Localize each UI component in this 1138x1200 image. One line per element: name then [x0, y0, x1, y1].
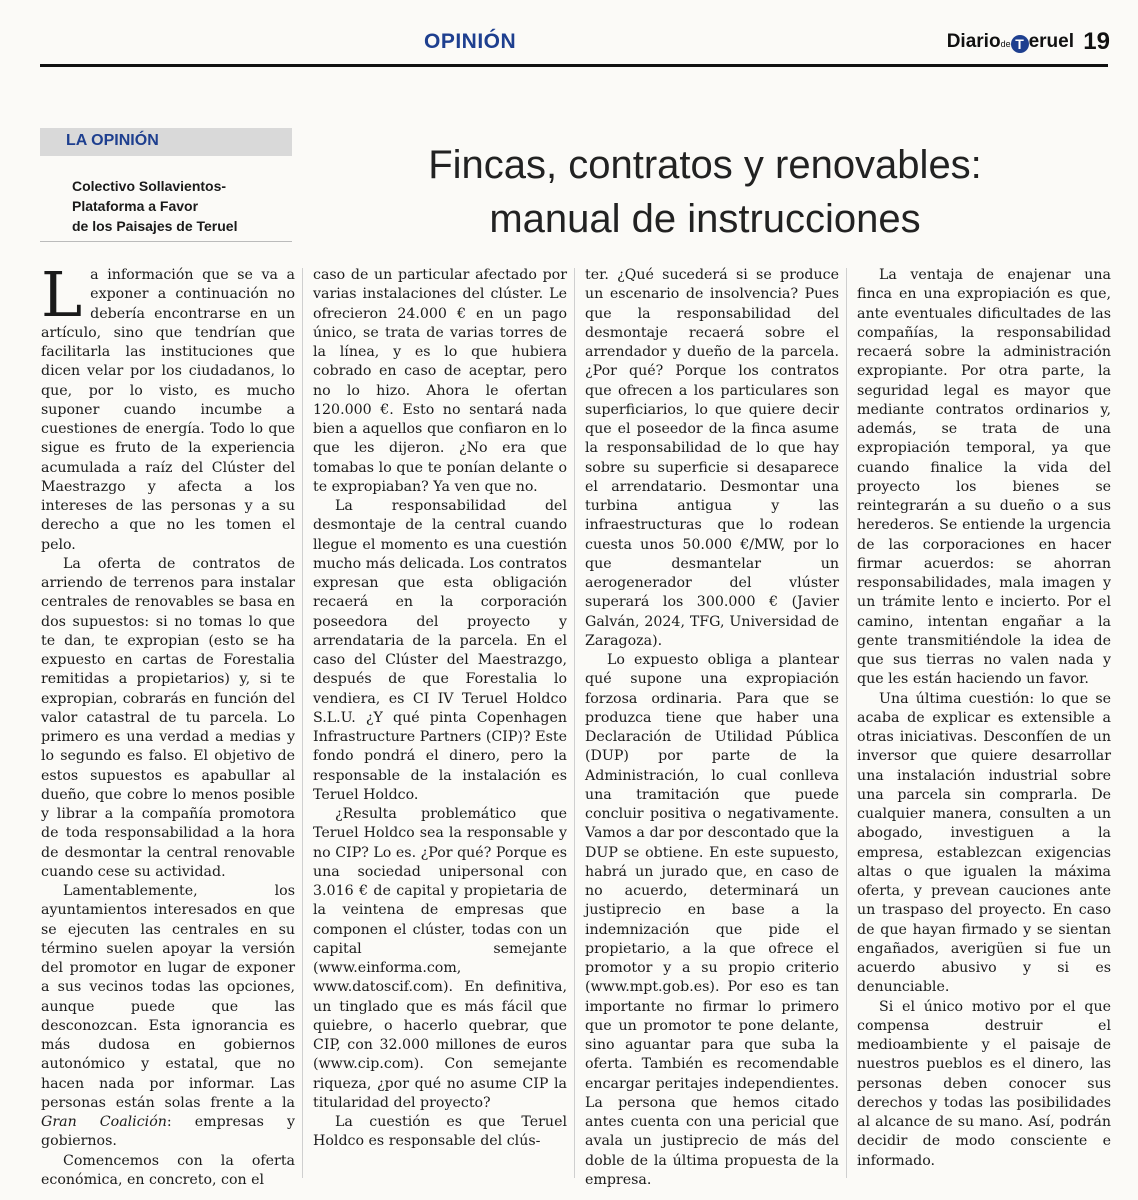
paragraph: ¿Resulta problemático que Teruel Holdco sea la responsable y no CIP? Lo es. ¿Por qué? Porque es una sociedad unipersonal con 3.016 € de capital y propietaria de la veintena de empresas que componen el clúster, todas con un capital semejante (www.einforma.com, www.datoscif.com). En definitiva, un tinglado que es más fácil que quiebre, o hacerlo quebrar, que CIP, con 32.000 millones de euros (www.cip.com). Con semejante riqueza, ¿por qué no asume CIP la titularidad del proyecto?: [313, 806, 567, 1111]
paragraph: Si el único motivo por el que compensa destruir el medioambiente y el paisaje de nuestros pueblos es el dinero, las personas deben conocer sus derechos y todas las posibilidades al alcance de su mano. Así, podrán decidir de modo consciente e informado.: [857, 998, 1111, 1169]
column-divider: [302, 268, 303, 1178]
section-title: OPINIÓN: [424, 30, 517, 53]
kicker-label: LA OPINIÓN: [66, 132, 159, 149]
paragraph: caso de un particular afectado por varias instalaciones del clúster. Le ofrecieron 24.000 € en un pago único, se trata de varias torres de la línea, y es lo que hubiera cobrado en caso de aceptar, pero no lo hizo. Ahora le ofertan 120.000 €. Esto no sentará nada bien a aquellos que confiaron en lo que les dijeron. ¿No era que tomabas lo que te ponían delante o te expropiaban? Ya ven que no.: [313, 267, 567, 495]
paragraph: La responsabilidad del desmontaje de la central cuando llegue el momento es una cuestión mucho más delicada. Los contratos expresan que esta obligación recaerá en la corporación poseedora del proyecto y arrendataria de la parcela. En el caso del Clúster del Maestrazgo, después de que Forestalia lo vendiera, es CI IV Teruel Holdco S.L.U. ¿Y qué pinta Copenhagen Infrastructure Partners (CIP)? Este fondo pondrá el dinero, pero la responsable de la instalación es Teruel Holdco.: [313, 498, 567, 803]
page-header: [40, 28, 1110, 64]
header-rule: [40, 64, 1108, 67]
logo-t-icon: T: [1011, 35, 1029, 53]
byline-rule: [40, 241, 292, 242]
page-number: 19: [1083, 28, 1110, 55]
column-divider: [846, 268, 847, 1178]
paragraph: Lo expuesto obliga a plantear qué supone una expropiación forzosa ordinaria. Para que se produzca tiene que haber una Declaración de Utilidad Pública (DUP) por parte de la Administración, lo cual conlleva una tramitación que puede concluir positiva o negativamente. Vamos a dar por descontado que la DUP se obtiene. En este supuesto, habrá un jurado que, en caso de no acuerdo, determinará un justiprecio en base a la indemnización que pide el propietario, a la que ofrece el promotor y a su propio criterio (www.mpt.gob.es). Por eso es tan importante no firmar lo primero que un promotor te pone delante, sino aguantar para que suba la oferta. También es recomendable encargar peritajes independientes. La persona que hemos citado antes cuenta con una pericial que avala un justiprecio de más del doble de la última propuesta de la empresa.: [585, 652, 839, 1188]
headline: Fincas, contratos y renovables: manual de instrucciones: [428, 143, 982, 241]
paragraph: La ventaja de enajenar una finca en una expropiación es que, ante eventuales dificultades de las compañías, la responsabilidad recaerá sobre la administración expropiante. Por otra parte, la seguridad legal es mayor que mediante contratos ordinarios y, además, se trata de una expropiación temporal, ya que cuando finalice la vida del proyecto los bienes se reintegrarán a su dueño o a sus herederos. Se entiende la urgencia de las corporaciones en hacer firmar acuerdos: se ahorran responsabilidades, mala imagen y un trámite lento e incierto. Por el camino, intentan engañar a la gente transmitiéndole la idea de que sus tierras no valen nada y que les están haciendo un favor.: [857, 267, 1111, 688]
paragraph: Una última cuestión: lo que se acaba de explicar es extensible a otras iniciativas. Desconfíen de un inversor que quiere desarrollar una instalación industrial sobre una parcela sin comprarla. De cualquier manera, consulten a un abogado, investiguen a la empresa, establezcan exigencias altas o que igualen la máxima oferta, y prevean cauciones ante un traspaso del proyecto. En caso de que hayan firmado y se sientan engañados, averigüen si fue un acuerdo abusivo y si es denunciable.: [857, 690, 1111, 996]
paragraph: La cuestión es que Teruel Holdco es responsable del clús-: [313, 1114, 567, 1150]
paragraph: La información que se va a exponer a continuación no debería encontrarse en un artículo, sino que tendrían que facilitarla las instituciones que dicen velar por los ciudadanos, lo que, por lo visto, es mucho suponer cuando incumbe a cuestiones de energía. Todo lo que sigue es fruto de la experiencia acumulada a raíz del Clúster del Maestrazgo y afecta a los intereses de las personas y a su derecho a que no les tomen el pelo.: [41, 258, 295, 553]
kicker-box: [40, 128, 292, 156]
paragraph: Lamentablemente, los ayuntamientos interesados en que se ejecuten las centrales en su término suelen apoyar la versión del promotor en lugar de exponer a sus vecinos todas las opciones, aunque puede que las desconozcan. Esta ignorancia es más dudosa en gobiernos autonómico y estatal, que no hacen nada por informar. Las personas están solas frente a la Gran Coalición: empresas y gobiernos.: [41, 883, 295, 1150]
article-column-4: [857, 266, 1111, 1171]
logo-de: de: [1000, 39, 1011, 49]
drop-cap: L: [41, 258, 83, 331]
paragraph: ter. ¿Qué sucederá si se produce un escenario de insolvencia? Pues que la responsabilidad del desmontaje recaerá sobre el arrendador y dueño de la parcela. ¿Por qué? Porque los contratos que ofrecen a los particulares son superficiarios, lo que quiere decir que el poseedor de la finca asume la responsabilidad de lo que hay sobre su superficie si desaparece el arrendatario. Desmontar una turbina antigua y las infraestructuras que lo rodean cuesta unos 50.000 €/MW, por lo que desmantelar un aerogenerador del vlúster superará los 300.000 € (Javier Galván, 2024, TFG, Universidad de Zaragoza).: [585, 267, 839, 649]
column-divider: [574, 268, 575, 1178]
article-column-2: [313, 266, 567, 1152]
italic-term: Gran Coalición: [41, 1114, 167, 1130]
paragraph: La oferta de contratos de arriendo de terrenos para instalar centrales de renovables se basa en dos supuestos: si no tomas lo que te dan, te expropian (esto se ha expuesto en cartas de Forestalia remitidas a propietarios) y, si te expropian, cobrarás en función del valor catastral de tu parcela. Lo primero es una verdad a medias y lo segundo es falso. El objetivo de estos supuestos es apabullar al dueño, que cobre lo menos posible y librar a la compañía promotora de toda responsabilidad a la hora de desmontar la central renovable cuando cese su actividad.: [41, 555, 295, 880]
paragraph: Comencemos con la oferta económica, en concreto, con el: [41, 1152, 295, 1188]
logo-eruel: eruel: [1028, 31, 1074, 52]
article-column-1: [41, 258, 295, 1190]
logo-diario: Diario: [946, 31, 1001, 52]
author-byline: Colectivo Sollavientos- Plataforma a Favor de los Paisajes de Teruel: [72, 178, 238, 234]
newspaper-logo: [947, 31, 1074, 53]
article-column-3: [585, 266, 839, 1190]
